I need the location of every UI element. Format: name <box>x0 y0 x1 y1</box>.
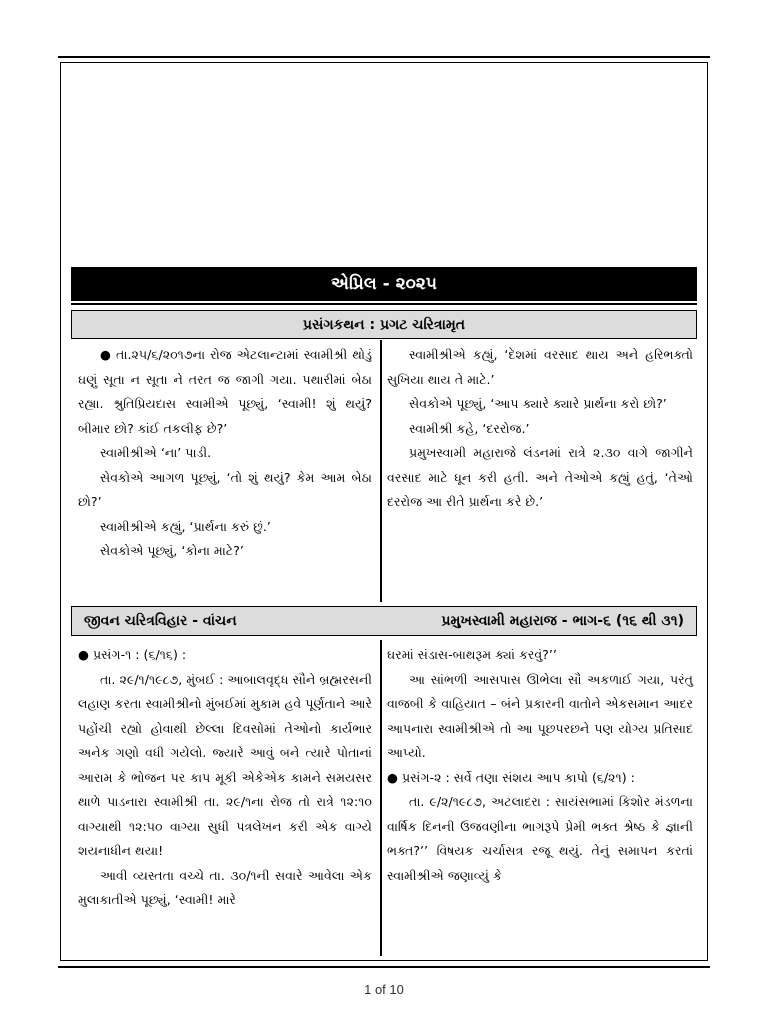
paragraph: ● પ્રસંગ-૧ : (૬/૧૬) : <box>78 647 187 662</box>
section-1-heading <box>71 310 697 339</box>
paragraph: સ્વામીશ્રી કહે, ‘દરરોજ.’ <box>409 420 530 436</box>
page-number: 1 of 10 <box>364 982 404 997</box>
bullet-icon: ● <box>387 769 398 785</box>
column-divider <box>380 340 382 602</box>
bullet-icon: ● <box>100 347 113 362</box>
paragraph: સ્વામીશ્રીએ કહ્યું, ‘દેશમાં વરસાદ થાય અને હરિભક્તો સુખિયા થાય તે માટે.’ <box>387 347 693 387</box>
paragraph: તા. ૨૯/૧/૧૯૮૭, મુંબઈ : આબાલવૃદ્ધ સૌને બ્રહ્મરસની લહાણ કરતા સ્વામીશ્રીનો મુંબઈમાં મુકામ હવે પૂર્ણતાને આરે પહોંચી રહ્યો હોવાથી છેલ્લા દિવસોમાં તેઓનો કાર્યભાર અનેક ગણો વધી ગયેલો. જ્યારે આવું બને ત્યારે પોતાનાં આરામ કે ભોજન પર કાપ મૂકી એકેએક કામને સમયસર થાળે પાડનારા સ્વામીશ્રી તા. ૨૯/૧ના રોજ તો રાત્રે ૧૨:૧૦ વાગ્યાથી ૧૨:૫૦ વાગ્યા સુધી પત્રલેખન કરી એક વાગ્યે શયનાધીન થયા! <box>78 671 372 858</box>
paragraph: સેવકોએ પૂછ્યું, ‘કોના માટે?’ <box>100 543 244 558</box>
month-title-text: એપ્રિલ - ૨૦૨૫ <box>331 274 437 294</box>
section-2-title: જીવન ચરિત્રવિહાર - વાંચન <box>84 613 237 629</box>
section-2-heading <box>71 606 697 636</box>
paragraph: સ્વામીશ્રીએ ‘ના’ પાડી. <box>100 445 212 460</box>
paragraph: પ્રમુખસ્વામી મહારાજે લંડનમાં રાત્રે ૨.૩૦ વાગે જાગીને વરસાદ માટે ધૂન કરી હતી. અને તેઓએ કહ્યું હતું, ‘તેઓ દરરોજ આ રીતે પ્રાર્થના કરે છે.’ <box>387 445 693 509</box>
paragraph: આ સાંભળી આસપાસ ઊભેલા સૌ અકળાઈ ગયા, પરંતુ વાજબી કે વાહિયાત – બંને પ્રકારની વાતોને એકસમાન આદર આપનારા સ્વામીશ્રીએ તો આ પૂછપરછને પણ યોગ્ય પ્રતિસાદ આપ્યો. <box>387 671 693 760</box>
section-2-subtitle: પ્રમુખસ્વામી મહારાજ - ભાગ-૬ (૧૬ થી ૩૧) <box>441 613 684 629</box>
bottom-rule <box>58 966 710 968</box>
paragraph: સેવકોએ આગળ પૂછ્યું, ‘તો શું થયું? કેમ આમ બેઠા છો?’ <box>78 469 372 509</box>
paragraph: સેવકોએ પૂછ્યું, ‘આપ ક્યારે ક્યારે પ્રાર્થના કરો છો?’ <box>409 396 667 411</box>
paragraph: તા. ૯/૨/૧૯૮૭, અટલાદરા : સાયંસભામાં કિશોર મંડળના વાર્ષિક દિનની ઉજવણીના ભાગરૂપે પ્રેમી ભક્ત શ્રેષ્ઠ કે જ્ઞાની ભક્ત?’’ વિષયક ચર્ચાસત્ર રજૂ થયું. તેનું સમાપન કરતાં સ્વામીશ્રીએ જણાવ્યું કે <box>387 794 693 883</box>
section-2-left-column <box>78 643 372 913</box>
section-1-right-column <box>387 343 693 515</box>
bullet-icon: ● <box>78 647 89 662</box>
paragraph: સ્વામીશ્રીએ કહ્યું, ‘પ્રાર્થના કરું છું.’ <box>100 518 271 534</box>
section-1-left-column <box>78 343 372 564</box>
paragraph: ● તા.૨૫/૬/૨૦૧૭ના રોજ એટલાન્ટામાં સ્વામીશ્રી થોડું ઘણું સૂતા ન સૂતા ને તરત જ જાગી ગયા. પથારીમાં બેઠા રહ્યા. શ્રુતિપ્રિયદાસ સ્વામીએ પૂછ્યું, ‘સ્વામી! શું થયું? બીમાર છો? કાંઈ તકલીફ છે?’ <box>78 347 372 436</box>
section-2-right-column <box>387 643 693 888</box>
month-underline <box>71 303 697 305</box>
column-divider <box>380 640 382 956</box>
month-title <box>71 267 697 301</box>
section-1-title: પ્રસંગકથન : પ્રગટ ચરિત્રામૃત <box>302 316 466 333</box>
paragraph: આવી વ્યસ્તતા વચ્ચે તા. ૩૦/૧ની સવારે આવેલા એક મુલાકાતીએ પૂછ્યું, ‘સ્વામી! મારે <box>78 867 372 907</box>
paragraph: ઘરમાં સંડાસ-બાથરૂમ ક્યાં કરવું?’’ <box>387 647 557 662</box>
paragraph: ● પ્રસંગ-૨ : સર્વે તણા સંશય આપ કાપો (૬/૨૧) : <box>387 769 635 785</box>
top-rule <box>58 56 710 58</box>
